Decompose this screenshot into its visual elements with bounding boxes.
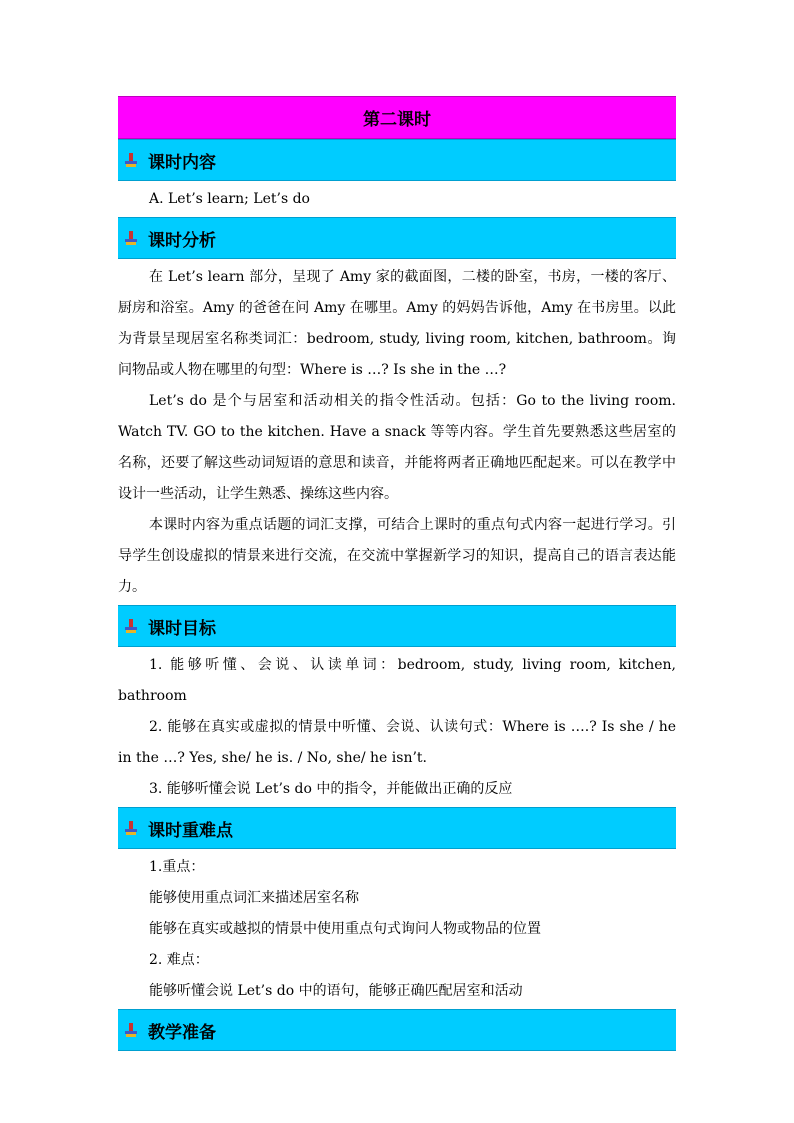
section-heading: 课时内容 bbox=[148, 152, 216, 173]
section-header-preparation bbox=[118, 1009, 676, 1051]
line: 能够在真实或越拟的情景中使用重点句式询问人物或物品的位置 bbox=[149, 921, 541, 937]
line: 能够使用重点词汇来描述居室名称 bbox=[149, 890, 359, 906]
paragraph: Let’s do 是个与居室和活动相关的指令性活动。包括：Go to the living room. Watch TV. GO to the kitchen. Have a snack 等等内容。学生首先要熟悉这些居室的名称，还要了解这些动词短语的意思和读音，并能将两者正确地匹配起来。可以在教学中设计一些活动，让学生熟悉、操练这些内容。 bbox=[118, 393, 676, 502]
section-header-objectives bbox=[118, 605, 676, 647]
book-bullet-icon bbox=[124, 821, 138, 835]
section-header-content bbox=[118, 139, 676, 181]
paragraph: 1. 能够听懂、会说、认读单词：bedroom, study, living room, kitchen, bathroom bbox=[118, 657, 676, 704]
paragraph: A. Let’s learn; Let’s do bbox=[149, 191, 310, 207]
section-body-analysis bbox=[118, 261, 676, 605]
section-header-key-points bbox=[118, 807, 676, 849]
book-bullet-icon bbox=[124, 231, 138, 245]
document-page bbox=[118, 96, 676, 1053]
section-body-content bbox=[118, 183, 676, 217]
paragraph: 3. 能够听懂会说 Let’s do 中的指令，并能做出正确的反应 bbox=[149, 781, 513, 797]
line: 能够听懂会说 Let’s do 中的语句，能够正确匹配居室和活动 bbox=[149, 983, 523, 999]
section-heading: 课时目标 bbox=[148, 618, 216, 639]
section-heading: 课时重难点 bbox=[148, 820, 233, 841]
section-heading: 课时分析 bbox=[148, 230, 216, 251]
book-bullet-icon bbox=[124, 1023, 138, 1037]
book-bullet-icon bbox=[124, 619, 138, 633]
section-header-analysis bbox=[118, 217, 676, 259]
section-body-key-points bbox=[118, 851, 676, 1009]
lesson-title: 第二课时 bbox=[363, 110, 431, 130]
paragraph: 2. 能够在真实或虚拟的情景中听懂、会说、认读句式：Where is ….? Is she / he in the …? Yes, she/ he is. / No, she/ he isn’t. bbox=[118, 719, 676, 766]
paragraph: 在 Let’s learn 部分，呈现了 Amy 家的截面图，二楼的卧室，书房，一楼的客厅、厨房和浴室。Amy 的爸爸在问 Amy 在哪里。Amy 的妈妈告诉他，Amy 在书房里。以此为背景呈现居室名称类词汇：bedroom, study, living room, kitchen, bathroom。询问物品或人物在哪里的句型：Where is …? Is she in the …? bbox=[118, 269, 676, 378]
book-bullet-icon bbox=[124, 153, 138, 167]
section-heading: 教学准备 bbox=[148, 1022, 216, 1043]
paragraph: 本课时内容为重点话题的词汇支撑，可结合上课时的重点句式内容一起进行学习。引导学生创设虚拟的情景来进行交流，在交流中掌握新学习的知识，提高自己的语言表达能力。 bbox=[118, 517, 676, 595]
line: 2. 难点： bbox=[149, 952, 209, 968]
line: 1.重点： bbox=[149, 859, 205, 875]
lesson-title-bar bbox=[118, 96, 676, 139]
section-body-objectives bbox=[118, 649, 676, 807]
